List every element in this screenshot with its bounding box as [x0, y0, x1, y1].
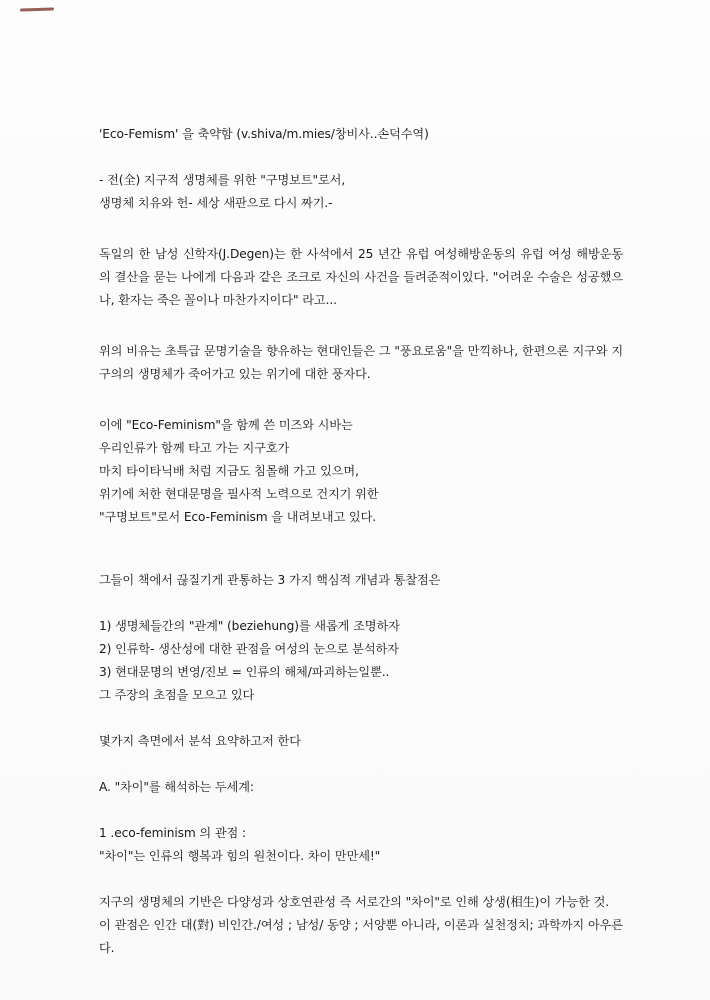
concepts-intro: 그들이 책에서 끊질기게 관통하는 3 가지 핵심적 개념과 통찰점은 [99, 573, 441, 587]
paragraph: 이 관점은 인간 대(對) 비인간./여성 ; 남성/ 동양 ; 서양뿐 아니라, 이론과 실천정치; 과학까지 아우른다. [99, 918, 623, 955]
document-title: 'Eco-Femism' 을 축약함 (v.shiva/m.mies/창비사..손덕수역) [99, 127, 429, 141]
concept-item: 2) 인류학- 생산성에 대한 관점을 여성의 눈으로 분석하자 [99, 642, 399, 656]
text-line: 우리인류가 함께 타고 가는 지구호가 [99, 441, 290, 455]
subsection-text: "차이"는 인류의 행복과 힘의 원천이다. 차이 만만세!" [99, 849, 381, 863]
intro-line: 생명체 치유와 헌- 세상 새판으로 다시 짜기.- [99, 196, 333, 210]
pen-mark [20, 7, 54, 11]
paragraph: 지구의 생명체의 기반은 다양성과 상호연관성 즉 서로간의 "차이"로 인해 상생(相生)이 가능한 것. [99, 895, 610, 909]
text-line: 마치 타이타닉배 처럼 지금도 침몰해 가고 있으며, [99, 464, 359, 478]
concept-item: 3) 현대문명의 변영/진보 = 인류의 해체/파괴하는일뿐.. [99, 665, 390, 679]
paragraph: 위의 비유는 초특급 문명기술을 향유하는 현대인들은 그 "풍요로움"을 만끽하나, 한편으론 지구와 지구의의 생명체가 죽어가고 있는 위기에 대한 풍자다. [99, 344, 623, 381]
concept-item: 그 주장의 초점을 모으고 있다 [99, 688, 255, 702]
concept-item: 1) 생명체들간의 "관계" (beziehung)를 새롭게 조명하자 [99, 619, 400, 633]
summary-intro: 몇가지 측면에서 분석 요약하고저 한다 [99, 734, 301, 748]
text-line: 위기에 처한 현대문명을 필사적 노력으로 건지기 위한 [99, 487, 379, 501]
document-body [99, 123, 623, 960]
text-line: "구명보트"로서 Eco-Feminism 을 내려보내고 있다. [99, 510, 377, 524]
subsection-heading: 1 .eco-feminism 의 관점 : [99, 826, 247, 840]
paragraph: 독일의 한 남성 신학자(J.Degen)는 한 사석에서 25 년간 유럽 여성해방운동의 유럽 여성 해방운동의 결산을 묻는 나에게 다음과 같은 조크로 자신의 사건을 들려준적이있다. "어려운 수술은 성공했으나, 환자는 죽은 꼴이나 마찬가지이다" 라고... [99, 247, 623, 307]
section-heading: A. "차이"를 해석하는 두세계: [99, 780, 254, 794]
text-line: 이에 "Eco-Feminism"을 함께 쓴 미즈와 시바는 [99, 418, 353, 432]
intro-line: - 전(全) 지구적 생명체를 위한 "구명보트"로서, [99, 173, 346, 187]
